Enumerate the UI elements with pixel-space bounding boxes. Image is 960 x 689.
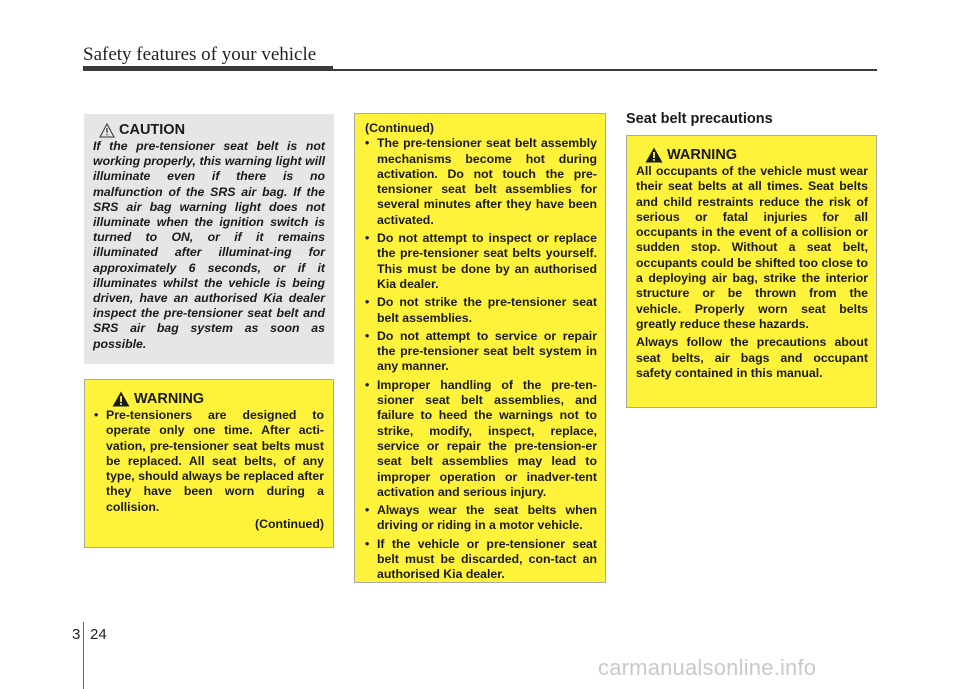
warning-heading: WARNING bbox=[667, 147, 738, 163]
list-item: • The pre-tensioner seat belt assembly mechanisms become hot during activation. Do not touch the pre-tensioner seat belt assemblies for several minutes after they have been activated. bbox=[365, 136, 597, 228]
caution-heading-row bbox=[93, 122, 325, 138]
list-item: • Do not attempt to service or repair the pre-tensioner seat belt system in any manner. bbox=[365, 329, 597, 375]
warning-heading-row bbox=[94, 391, 324, 407]
footer-divider bbox=[83, 622, 84, 689]
section-heading: Seat belt precautions bbox=[626, 111, 773, 127]
page-header-title: Safety features of your vehicle bbox=[83, 44, 317, 65]
warning-paragraph: All occupants of the vehicle must wear their seat belts at all times. Seat belts and child restraints reduce the risk of serious or fatal injuries for all occupants in the event of a collision or sudden stop. Without a seat belt, occupants could be shifted too close to a deploying air bag, strike the interior structure or be thrown from the vehicle. Properly worn seat belts greatly reduce these hazards. bbox=[636, 164, 868, 331]
warning-box-pretensioner bbox=[84, 379, 334, 548]
header-rule-thick bbox=[83, 66, 333, 71]
list-item: • Do not attempt to inspect or replace the pre-tensioner seat belts yourself. This must be done by an authorised Kia dealer. bbox=[365, 231, 597, 292]
list-item: • Do not strike the pre-tensioner seat belt assemblies. bbox=[365, 295, 597, 326]
list-item: • If the vehicle or pre-tensioner seat belt must be discarded, con-tact an authorised Kia dealer. bbox=[365, 537, 597, 583]
list-item: • Pre-tensioners are designed to operate only one time. After acti-vation, pre-tensioner seat belts must be replaced. All seat belts, of any type, should always be replaced after they have been worn during a collision. bbox=[94, 408, 324, 515]
caution-box bbox=[84, 114, 334, 364]
warning-triangle-filled-icon bbox=[645, 147, 663, 163]
warning-box-seat-belt bbox=[626, 135, 877, 408]
page-number: 24 bbox=[90, 626, 107, 643]
watermark: carmanualsonline.info bbox=[598, 655, 817, 680]
continued-list bbox=[365, 136, 597, 582]
list-item: • Always wear the seat belts when driving or riding in a motor vehicle. bbox=[365, 503, 597, 534]
warning-triangle-outline-icon bbox=[99, 123, 115, 138]
warning-box-continued bbox=[354, 113, 606, 583]
warning-heading-row bbox=[636, 147, 868, 163]
warning-triangle-filled-icon bbox=[112, 391, 130, 407]
continued-label: (Continued) bbox=[255, 517, 324, 532]
warning-list bbox=[94, 408, 324, 515]
list-item: • Improper handling of the pre-ten-sioner seat belt assemblies, and failure to heed the warnings not to strike, modify, inspect, replace, service or repair the pre-tension-er seat belt assemblies may lead to improper operation or inadver-tent activation and serious injury. bbox=[365, 378, 597, 500]
warning-heading: WARNING bbox=[134, 391, 205, 407]
header-rule-thin bbox=[333, 69, 877, 71]
warning-paragraph: Always follow the precautions about seat belts, air bags and occupant safety contained in this manual. bbox=[636, 335, 868, 380]
chapter-number: 3 bbox=[72, 626, 81, 643]
caution-heading: CAUTION bbox=[119, 122, 186, 138]
continued-label: (Continued) bbox=[365, 121, 434, 135]
caution-text: If the pre-tensioner seat belt is not working properly, this warning light will illuminate even if there is no malfunction of the SRS air bag. If the SRS air bag warning light does not illuminate when the ignition switch is turned to ON, or if it remains illuminated after illuminat-ing for approximately 6 seconds, or if it illuminates whilst the vehicle is being driven, have an authorised Kia dealer inspect the pre-tensioner seat belt and SRS air bag system as soon as possible. bbox=[93, 139, 325, 351]
